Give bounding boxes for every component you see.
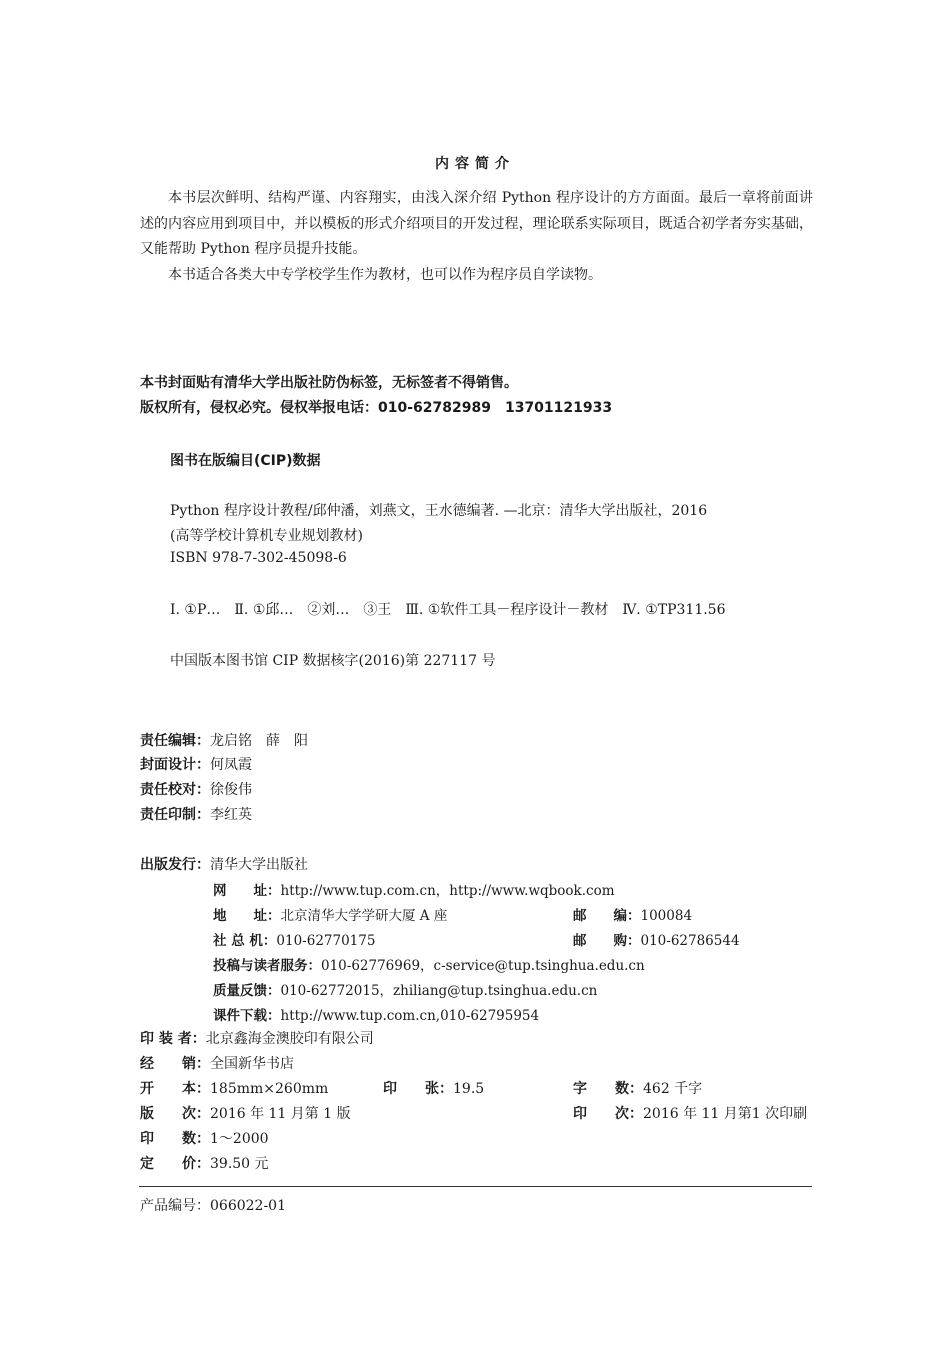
postcode-label: 邮 编： (573, 908, 641, 924)
postcode-value: 100084 (640, 908, 693, 924)
address-row (213, 904, 447, 924)
address-label: 地 址： (213, 908, 281, 924)
postcode-row (573, 904, 692, 924)
word-count-label: 字 数： (573, 1081, 643, 1097)
cip-title: 图书在版编目(CIP)数据 (170, 453, 321, 469)
switchboard-label: 社 总 机： (213, 933, 277, 949)
impression-label: 印 次： (573, 1106, 643, 1122)
publisher-row (140, 854, 308, 874)
cip-line-2: (高等学校计算机专业规划教材) (170, 528, 363, 544)
switchboard-row (213, 929, 375, 949)
printer-value: 北京鑫海金澳胶印有限公司 (205, 1031, 374, 1047)
staff-row (140, 804, 252, 824)
sheets-value: 19.5 (453, 1081, 485, 1097)
staff-value: 李红英 (210, 807, 252, 823)
printer-label: 印 装 者： (140, 1031, 206, 1047)
staff-row (140, 730, 308, 750)
feedback-row (213, 979, 597, 999)
product-code-value: 066022-01 (210, 1198, 286, 1214)
format-row (140, 1078, 328, 1098)
word-count-value: 462 千字 (643, 1081, 703, 1097)
website-value: http://www.tup.com.cn，http://www.wqbook.com (280, 883, 615, 899)
cip-line-1: Python 程序设计教程/邱仲潘，刘燕文，王水德编著. —北京：清华大学出版社，2016 (170, 503, 708, 519)
cip-record: 中国版本图书馆 CIP 数据核字(2016)第 227117 号 (170, 653, 496, 669)
staff-row (140, 779, 252, 799)
distributor-row (140, 1053, 294, 1073)
staff-label: 责任印制： (140, 807, 210, 823)
reader-service-row (213, 954, 645, 974)
distributor-label: 经 销： (140, 1056, 210, 1072)
anti-counterfeit-notice: 本书封面贴有清华大学出版社防伪标签，无标签者不得销售。 (140, 375, 518, 391)
intro-body (140, 186, 813, 288)
mail-order-row (573, 929, 740, 949)
staff-label: 责任编辑： (140, 733, 210, 749)
staff-label: 责任校对： (140, 782, 210, 798)
intro-paragraph-1: 本书层次鲜明、结构严谨、内容翔实，由浅入深介绍 Python 程序设计的方方面面。最后一章将前面讲述的内容应用到项目中，并以模板的形式介绍项目的开发过程，理论联系实际项目，既适合初学者夯实基础，又能帮助 Python 程序员提升技能。 (140, 190, 813, 257)
staff-value: 龙启铭 薛 阳 (210, 733, 308, 749)
format-label: 开 本： (140, 1081, 210, 1097)
distributor-value: 全国新华书店 (210, 1056, 294, 1072)
switchboard-value: 010-62770175 (276, 933, 376, 949)
format-value: 185mm×260mm (210, 1081, 329, 1097)
edition-row (140, 1103, 351, 1123)
word-count-row (573, 1078, 702, 1098)
footer-divider (139, 1186, 812, 1187)
sheets-row (383, 1078, 484, 1098)
edition-label: 版 次： (140, 1106, 210, 1122)
intro-title: 内容简介 (435, 156, 515, 172)
courseware-value: http://www.tup.com.cn,010-62795954 (280, 1008, 540, 1024)
impression-value: 2016 年 11 月第1 次印刷 (643, 1106, 808, 1122)
publisher-label: 出版发行： (140, 857, 210, 873)
staff-label: 封面设计： (140, 757, 210, 773)
cip-classification: Ⅰ. ①P… Ⅱ. ①邱… ②刘… ③王 Ⅲ. ①软件工具－程序设计－教材 Ⅳ. ①TP311.56 (170, 602, 726, 618)
feedback-label: 质量反馈： (213, 983, 281, 999)
staff-value: 徐俊伟 (210, 782, 252, 798)
printer-row (140, 1028, 374, 1048)
price-label: 定 价： (140, 1156, 210, 1172)
address-value: 北京清华大学学研大厦 A 座 (280, 908, 448, 924)
courseware-label: 课件下载： (213, 1008, 281, 1024)
intro-paragraph-2: 本书适合各类大中专学校学生作为教材，也可以作为程序员自学读物。 (168, 266, 602, 283)
mail-order-value: 010-62786544 (640, 933, 740, 949)
publisher-value: 清华大学出版社 (210, 857, 308, 873)
feedback-value: 010-62772015，zhiliang@tup.tsinghua.edu.cn (280, 983, 598, 999)
staff-row (140, 754, 252, 774)
edition-value: 2016 年 11 月第 1 版 (210, 1106, 351, 1122)
reader-service-value: 010-62776969，c-service@tup.tsinghua.edu.cn (321, 958, 645, 974)
copyright-notice: 版权所有，侵权必究。侵权举报电话：010-62782989 13701121933 (140, 400, 613, 416)
website-row (213, 879, 615, 899)
impression-row (573, 1103, 807, 1123)
print-run-row (140, 1128, 269, 1148)
print-run-value: 1～2000 (210, 1131, 269, 1147)
product-code-label: 产品编号： (140, 1198, 210, 1214)
courseware-row (213, 1004, 539, 1024)
website-label: 网 址： (213, 883, 281, 899)
price-value: 39.50 元 (210, 1156, 269, 1172)
print-run-label: 印 数： (140, 1131, 210, 1147)
product-code-row (140, 1195, 286, 1215)
price-row (140, 1153, 269, 1173)
cip-isbn: ISBN 978-7-302-45098-6 (170, 550, 347, 566)
reader-service-label: 投稿与读者服务： (213, 958, 321, 974)
sheets-label: 印 张： (383, 1081, 453, 1097)
mail-order-label: 邮 购： (573, 933, 641, 949)
staff-value: 何凤霞 (210, 757, 252, 773)
